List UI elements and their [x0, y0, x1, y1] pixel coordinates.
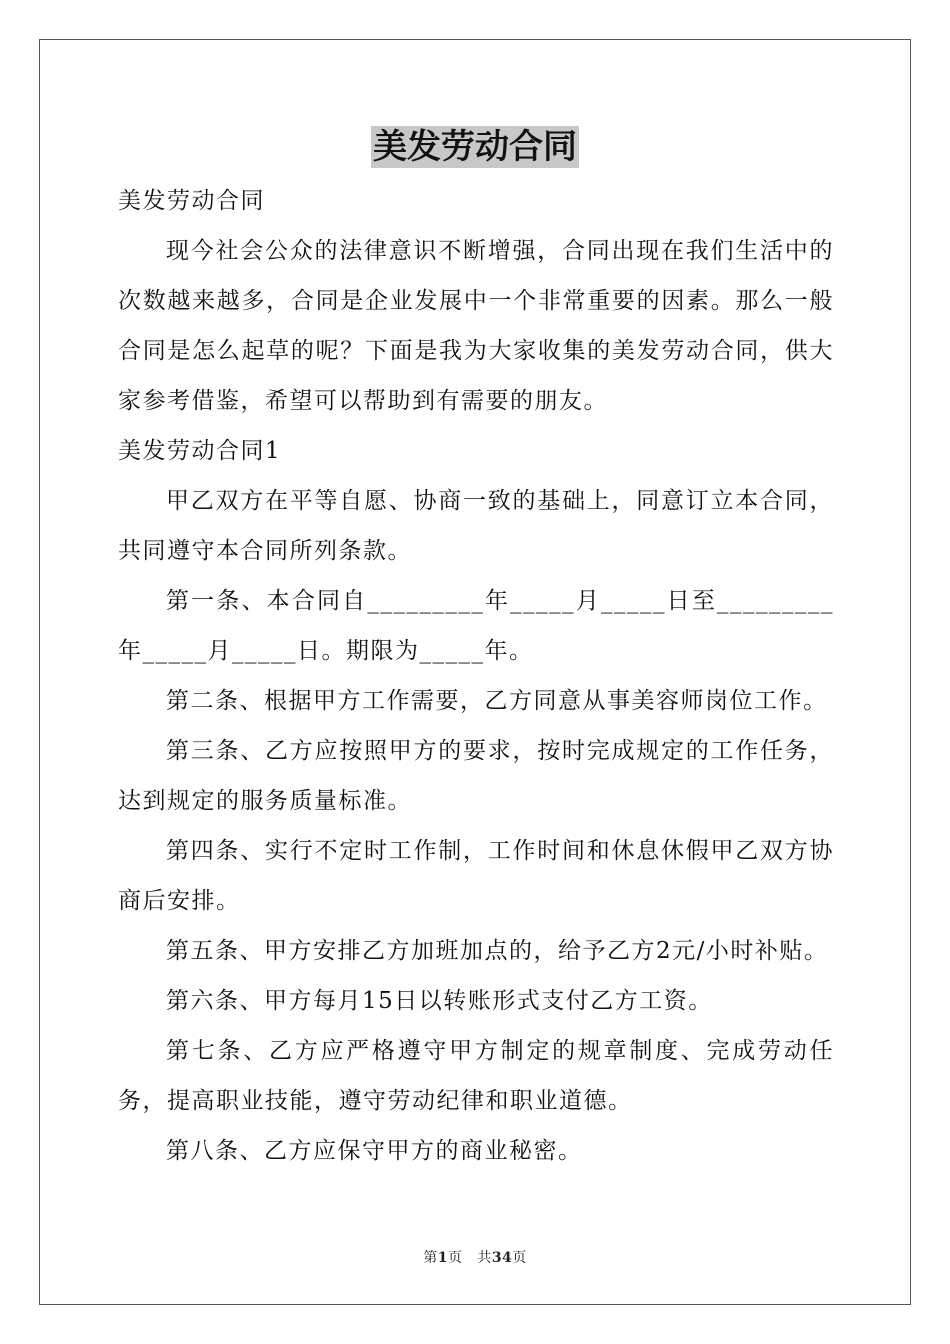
- article-5: 第五条、甲方安排乙方加班加点的，给予乙方2元/小时补贴。: [166, 938, 829, 964]
- subtitle-paragraph: 美发劳动合同: [118, 188, 265, 214]
- preamble-paragraph: 甲乙双方在平等自愿、协商一致的基础上，同意订立本合同，共同遵守本合同所列条款。: [118, 488, 834, 564]
- article-6: 第六条、甲方每月15日以转账形式支付乙方工资。: [166, 988, 713, 1014]
- article-2: 第二条、根据甲方工作需要，乙方同意从事美容师岗位工作。: [166, 688, 828, 714]
- article-7: 第七条、乙方应严格遵守甲方制定的规章制度、完成劳动任务，提高职业技能，遵守劳动纪律和职业道德。: [118, 1038, 834, 1114]
- article-4: 第四条、实行不定时工作制，工作时间和休息休假甲乙双方协商后安排。: [118, 838, 834, 914]
- intro-paragraph: 现今社会公众的法律意识不断增强，合同出现在我们生活中的次数越来越多，合同是企业发展中一个非常重要的因素。那么一般合同是怎么起草的呢？下面是我为大家收集的美发劳动合同，供大家参考借鉴，希望可以帮助到有需要的朋友。: [118, 238, 834, 414]
- page-suffix: 页: [447, 1250, 463, 1266]
- document-title-container: [0, 126, 950, 176]
- article-1: 第一条、本合同自_________年_____月_____日至_________年_____月_____日。期限为_____年。: [118, 588, 834, 664]
- section-heading: 美发劳动合同1: [118, 438, 282, 464]
- document-title: 美发劳动合同: [373, 127, 577, 167]
- page-footer: [0, 1247, 950, 1267]
- total-prefix: 共: [477, 1250, 492, 1266]
- article-8: 第八条、乙方应保守甲方的商业秘密。: [166, 1138, 583, 1164]
- total-suffix: 页: [512, 1250, 527, 1266]
- total-pages: 34: [491, 1250, 513, 1266]
- document-body: [118, 176, 834, 1176]
- page-number: 1: [437, 1250, 448, 1266]
- page-prefix: 第: [423, 1250, 438, 1266]
- article-3: 第三条、乙方应按照甲方的要求，按时完成规定的工作任务，达到规定的服务质量标准。: [118, 738, 834, 814]
